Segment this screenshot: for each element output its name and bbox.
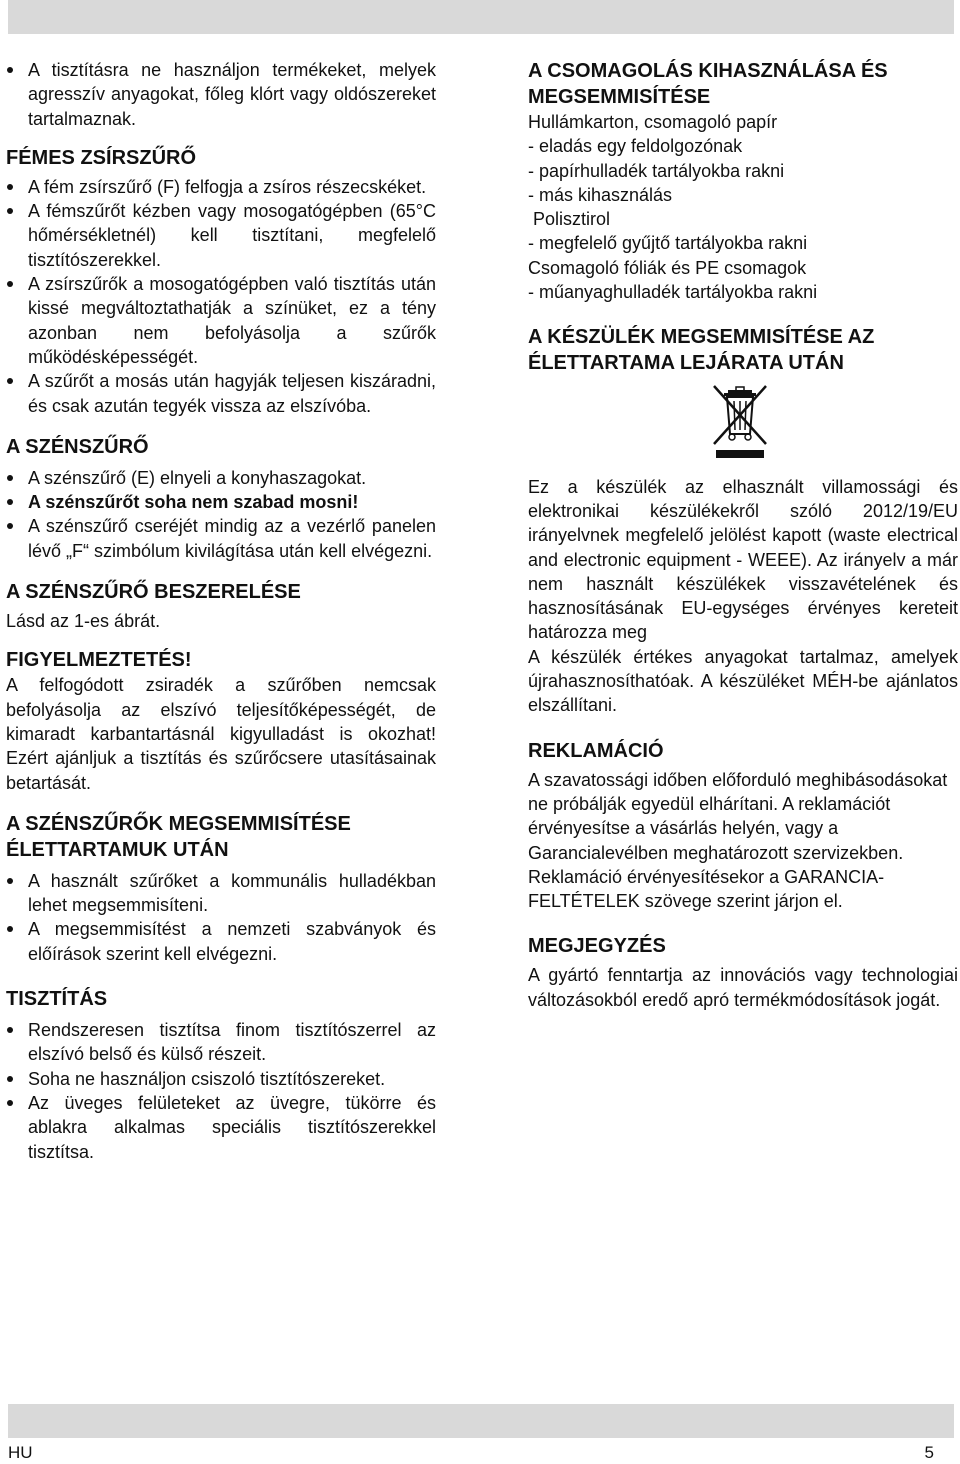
page-number: 5 [924,1443,934,1462]
complaint-text: A szavatossági időben előforduló meghibásodásokat ne próbálják egyedül elhárítani. A reklamációt érvényesítse a vásárlás helyén, vagy a Garancialevélben meghatározott szervizekben. [528,769,948,863]
list-item: A szűrőt a mosás után hagyják teljesen kiszáradni, és csak azután tegyék vissza az elszívóba. [6,369,436,418]
list-item: A szénszűrőt soha nem szabad mosni! [6,490,436,514]
packaging-line: - műanyaghulladék tartályokba rakni [528,282,818,303]
cleaning-heading: TISZTÍTÁS [6,988,108,1011]
footer-bar [8,1404,954,1438]
warning-heading: FIGYELMEZTETÉS! [6,649,192,672]
warning-text: A felfogódott zsiradék a szűrőben nemcsak befolyásolja az elszívó teljesítőképességét, de kimaradt karbantartásnál kigyulladást is okozhat! Ezért ajánljuk a tisztítás és szűrőcsere utasításainak betartását. [6,675,436,793]
list-item: A szénszűrő cseréjét mindig az a vezérlő panelen lévő „F“ szimbólum kivilágítása után kell elvégezni. [6,514,436,563]
device-disposal-text-2: A készülék értékes anyagokat tartalmaz, amelyek újrahasznosíthatóak. A készüléket MÉH-be ajánlatos elszállítani. [528,646,958,716]
complaint-heading: REKLAMÁCIÓ [528,739,664,762]
packaging-line: - papírhulladék tartályokba rakni [528,160,785,181]
metal-filter-list [6,175,436,418]
carbon-install-text: Lásd az 1-es ábrát. [6,611,161,632]
right-column [528,58,958,1012]
list-item: Az üveges felületeket az üvegre, tükörre és ablakra alkalmas speciális tisztítószerekkel tisztítsa. [6,1091,436,1164]
complaint-text-2: Reklamáció érvényesítésekor a GARANCIA-FELTÉTELEK szövege szerint járjon el. [528,866,885,912]
packaging-line: Polisztirol [528,209,611,230]
packaging-line: Hullámkarton, csomagoló papír [528,112,778,132]
list-item: A fémszűrőt kézben vagy mosogatógépben (65°C hőmérsékletnél) kell tisztítani, megfelelő tisztítószerekkel. [6,199,436,272]
carbon-disposal-heading: A SZÉNSZŰRŐK MEGSEMMISÍTÉSE ÉLETTARTAMUK UTÁN [6,812,351,861]
carbon-filter-heading: A SZÉNSZŰRŐ [6,435,149,458]
packaging-line: - eladás egy feldolgozónak [528,136,743,157]
note-heading: MEGJEGYZÉS [528,935,666,958]
footer-language: HU [8,1443,33,1462]
left-column [6,58,436,1164]
packaging-lines [528,110,958,304]
packaging-line: Csomagoló fóliák és PE csomagok [528,257,807,278]
packaging-line: - más kihasználás [528,184,673,205]
list-item: A tisztításra ne használjon termékeket, melyek agresszív anyagokat, főleg klórt vagy oldószereket tartalmaznak. [6,58,436,131]
list-item: A szénszűrő (E) elnyeli a konyhaszagokat. [6,466,436,490]
intro-list [6,58,436,131]
crossed-out-bin-icon [710,384,770,462]
header-bar [8,0,954,34]
carbon-disposal-list [6,869,436,966]
packaging-heading: A CSOMAGOLÁS KIHASZNÁLÁSA ÉS MEGSEMMISÍTÉSE [528,60,888,108]
packaging-line: - megfelelő gyűjtő tartályokba rakni [528,233,808,254]
carbon-filter-list [6,466,436,563]
list-item: A zsírszűrők a mosogatógépben való tisztítás után kissé megváltoztathatják a színüket, ez a tény azonban nem befolyásolja a szűrők működésképességét. [6,272,436,369]
carbon-install-heading: A SZÉNSZŰRŐ BESZERELÉSE [6,581,301,604]
list-item: A használt szűrőket a kommunális hulladékban lehet megsemmisíteni. [6,869,436,918]
list-item: A fém zsírszűrő (F) felfogja a zsíros részecskéket. [6,175,436,199]
list-item: Rendszeresen tisztítsa finom tisztítószerrel az elszívó belső és külső részeit. [6,1018,436,1067]
note-text: A gyártó fenntartja az innovációs vagy technologiai változásokból eredő apró termékmódosítások jogát. [528,965,958,1010]
cleaning-list [6,1018,436,1164]
metal-filter-heading: FÉMES ZSÍRSZŰRŐ [6,146,197,169]
device-disposal-text: Ez a készülék az elhasznált villamossági és elektronikai készülékekről szóló 2012/19/EU irányelvnek megfelelő jelölést kapott (waste electrical and electronic equipment - WEEE). Az irányelv a már nem használt készülékek visszavételének és hasznosításának EU-egységes érvényes kereteit határozza meg [528,476,958,643]
list-item: A megsemmisítést a nemzeti szabványok és előírások szerint kell elvégezni. [6,917,436,966]
list-item: Soha ne használjon csiszoló tisztítószereket. [6,1067,436,1091]
device-disposal-heading: A KÉSZÜLÉK MEGSEMMISÍTÉSE AZ ÉLETTARTAMA LEJÁRATA UTÁN [528,326,875,375]
